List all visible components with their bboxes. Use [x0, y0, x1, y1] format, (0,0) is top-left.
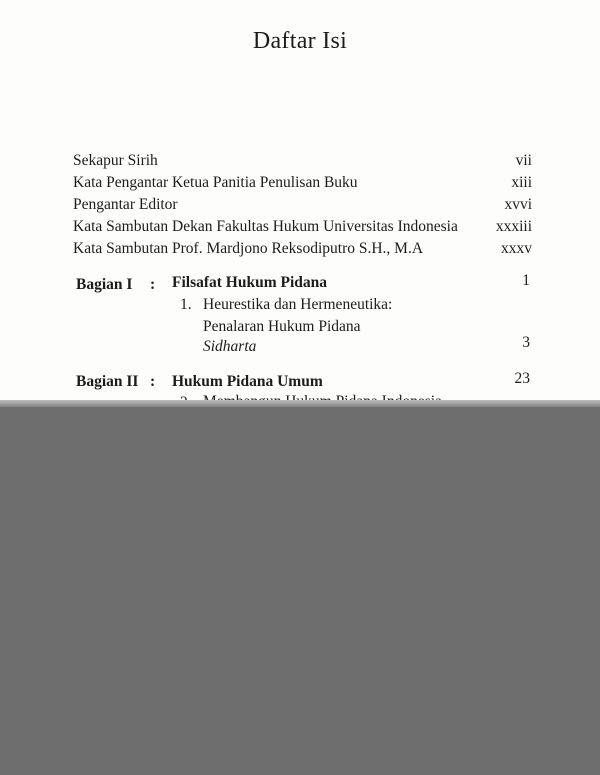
toc-entry-page: xiii [511, 174, 532, 191]
toc-entry-page: xxxiii [495, 218, 532, 235]
toc-entry-label: Kata Pengantar Ketua Panitia Penulisan Buku [73, 174, 358, 191]
redaction-block [0, 407, 600, 775]
part-separator: : [150, 276, 156, 293]
toc-entry-page: xvvi [504, 196, 532, 213]
part-label: Bagian II [76, 373, 139, 390]
chapter-author: Sidharta [203, 338, 257, 355]
toc-entry-label: Kata Sambutan Prof. Mardjono Reksodiputro S.H., M.A [73, 240, 424, 257]
part-title: Filsafat Hukum Pidana [172, 274, 328, 291]
part-separator: : [150, 373, 156, 390]
page-title: Daftar Isi [252, 28, 348, 54]
part-label: Bagian I [76, 276, 133, 293]
part-page: 1 [522, 272, 530, 289]
chapter-title-line: Penalaran Hukum Pidana [203, 318, 361, 335]
part-title: Hukum Pidana Umum [172, 373, 323, 390]
toc-entry-page: vii [515, 152, 532, 169]
toc-entry-label: Pengantar Editor [73, 196, 178, 213]
toc-entry-label: Sekapur Sirih [73, 152, 158, 169]
chapter-number: 1. [180, 296, 192, 313]
toc-entry-page: xxxv [501, 240, 532, 257]
toc-entry-label: Kata Sambutan Dekan Fakultas Hukum Universitas Indonesia [73, 218, 458, 235]
part-page: 23 [514, 370, 530, 387]
chapter-title-line: Heurestika dan Hermeneutika: [203, 296, 393, 313]
chapter-page: 3 [522, 334, 530, 351]
